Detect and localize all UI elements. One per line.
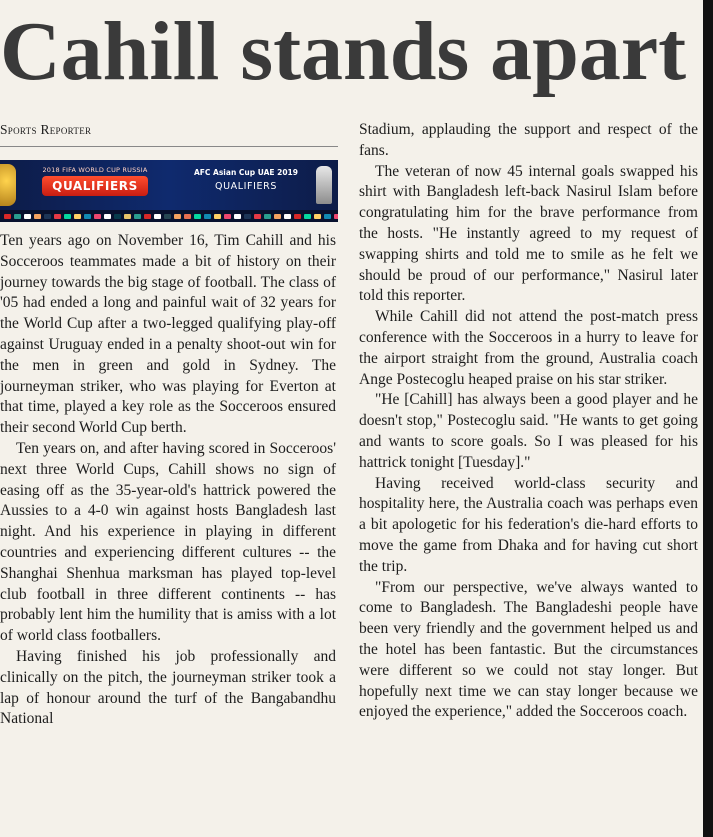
world-cup-qualifiers-logo: [32, 166, 158, 204]
flag-icon: [44, 214, 51, 219]
page-edge: [703, 0, 713, 837]
paragraph: Ten years ago on November 16, Tim Cahill and his Socceroos teammates made a bit of history on their journey towards the big stage of football. The class of '05 had ended a long and painful wait of 32 years for the World Cup after a two-legged qualifying play-off against Uruguay ended in a penalty shoot-out win for the men in green and gold in Sydney. The journeyman striker, who was playing for Everton at that time, played a key role as the Socceroos ensured their second World Cup berth.: [0, 232, 336, 437]
flag-icon: [224, 214, 231, 219]
flag-icon: [144, 214, 151, 219]
flag-icon: [34, 214, 41, 219]
article-column-right: [359, 120, 698, 723]
football-icon: [0, 164, 16, 206]
flag-icon: [254, 214, 261, 219]
trophy-icon: [316, 166, 332, 204]
flag-icon: [204, 214, 211, 219]
paragraph: Having finished his job professionally and clinically on the pitch, the journeyman striker took a lap of honour around the turf of the Bangabandhu National: [0, 647, 336, 728]
paragraph: While Cahill did not attend the post-match press conference with the Socceroos in a hurry to leave for the airport straight from the ground, Australia coach Ange Postecoglu heaped praise on his star striker.: [359, 308, 698, 388]
qualifiers-banner: [0, 160, 338, 222]
flag-icon: [194, 214, 201, 219]
byline: Sports Reporter: [0, 122, 338, 147]
flag-icon: [264, 214, 271, 219]
paragraph: Ten years on, and after having scored in Socceroos' next three World Cups, Cahill shows no sign of easing off as the 35-year-old's hattrick powered the Aussies to a 4-0 win against hosts Bangladesh last night. And his experience in playing in different countries and experiencing different cultures -- the Shanghai Shenhua marksman has played top-level club football in three different continents -- has probably lent him the humility that is amiss with a lot of world class footballers.: [0, 439, 336, 645]
asian-cup-title: AFC Asian Cup UAE 2019: [194, 168, 298, 177]
paragraph: The veteran of now 45 internal goals swapped his shirt with Bangladesh left-back Nasirul Islam before congratulating him for the brave performance from the hosts. "He instantly agreed to my request of swapping shirts and told me to smile as he felt we should be proud of our performance," Nasirul later told this reporter.: [359, 162, 698, 305]
flag-icon: [4, 214, 11, 219]
flag-icon: [304, 214, 311, 219]
world-cup-qualifiers-label: QUALIFIERS: [42, 176, 148, 196]
paragraph: "From our perspective, we've always wanted to come to Bangladesh. The Bangladeshi people have been very friendly and the government helped us and the hotel has been fantastic. But the circumstances were different so we could not stay longer. But hopefully next time we can stay longer because we enjoyed the experience," added the Socceroos coach.: [359, 578, 698, 721]
flag-icon: [184, 214, 191, 219]
flag-icon: [94, 214, 101, 219]
flag-icon: [64, 214, 71, 219]
flag-icon: [54, 214, 61, 219]
paragraph: "He [Cahill] has always been a good player and he doesn't stop," Postecoglu said. "He wants to get going and wants to score goals. So I was pleased for his hattrick tonight [Tuesday].": [359, 391, 698, 471]
headline: Cahill stands apart: [0, 5, 687, 98]
flag-icon: [124, 214, 131, 219]
flag-icon: [14, 214, 21, 219]
flag-icon: [104, 214, 111, 219]
world-cup-title: 2018 FIFA WORLD CUP RUSSIA: [42, 166, 148, 174]
flag-icon: [324, 214, 331, 219]
flag-icon: [334, 214, 338, 219]
flag-icon: [234, 214, 241, 219]
flag-icon: [174, 214, 181, 219]
paragraph: Stadium, applauding the support and respect of the fans.: [359, 121, 698, 159]
flag-icon: [244, 214, 251, 219]
flag-icon: [74, 214, 81, 219]
flag-icon: [274, 214, 281, 219]
flag-icon: [134, 214, 141, 219]
flag-icon: [164, 214, 171, 219]
flag-icon: [294, 214, 301, 219]
flag-icon: [314, 214, 321, 219]
flag-icon: [84, 214, 91, 219]
flag-icon: [154, 214, 161, 219]
flag-icon: [24, 214, 31, 219]
flag-icon: [114, 214, 121, 219]
flag-icon: [214, 214, 221, 219]
paragraph: Having received world-class security and hospitality here, the Australia coach was perhaps even a bit apologetic for his federation's die-hard efforts to move the game from Dhaka and for having cut short the trip.: [359, 474, 698, 575]
flag-icon: [284, 214, 291, 219]
asian-cup-qualifiers-label: QUALIFIERS: [215, 181, 277, 192]
asian-cup-qualifiers-logo: [186, 168, 306, 204]
flag-strip: [0, 210, 338, 222]
article-column-left: [0, 231, 336, 730]
